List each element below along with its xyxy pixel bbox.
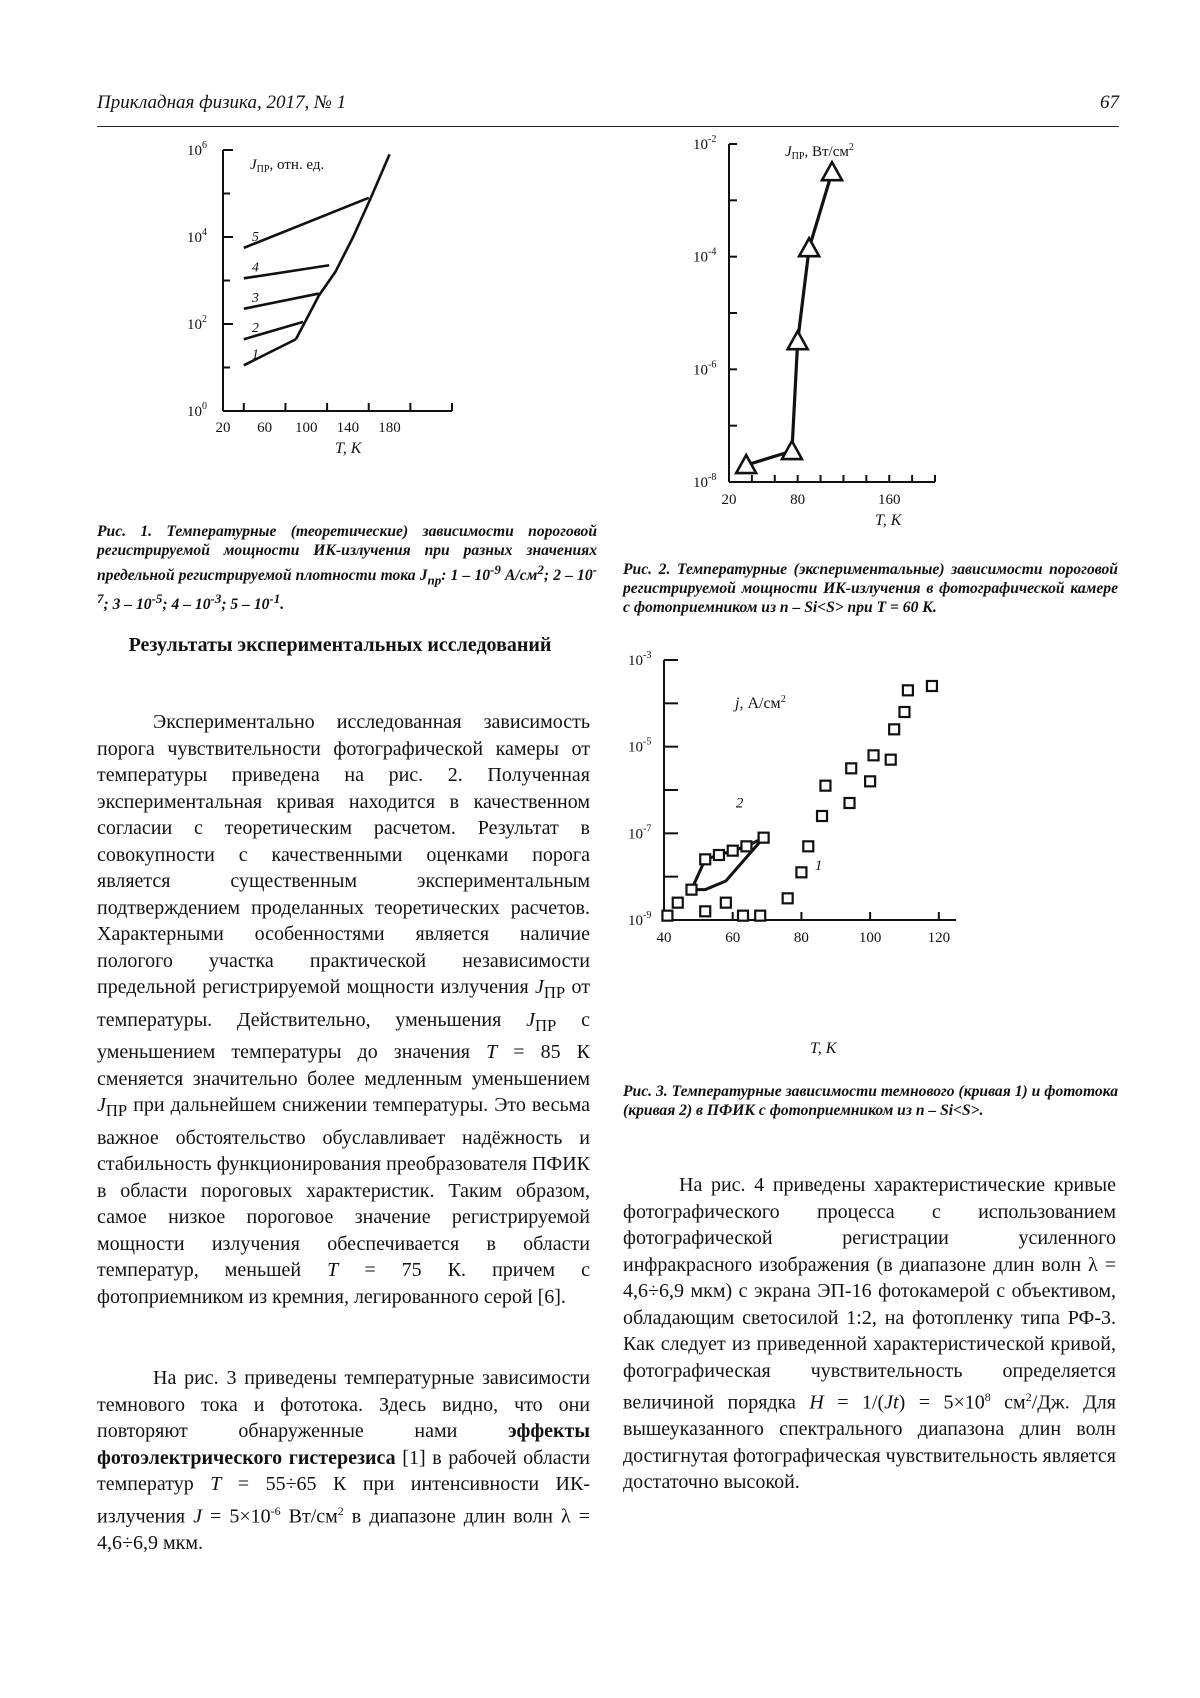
fig3-dark-current-point xyxy=(755,911,765,921)
fig3-dark-current-point xyxy=(817,811,827,821)
fig3-dark-current-point xyxy=(803,841,813,851)
fig3-xlabel: T, К xyxy=(810,1040,837,1057)
fig3-dark-current-point xyxy=(869,750,879,760)
paragraph-3: На рис. 4 приведены характеристические кривые фотографического процесса с использованием фотографической регистрации усиленного инфракрасного изображения (в диапазоне длин волн λ = 4,6÷6,9 мкм) с экрана ЭП-16 фотокамерой с объективом, обладающим светосилой 1:2, на фотопленку типа РФ-3. Как следует из приведенной характеристической кривой, фотографическая чувствительность определяется величиной порядка $H = 1/(Jt) = 5\times 10^8$ $см^2/Дж$. Для вышеуказанного спектрального диапазона длин волн достигнутая фотографическая чувствительность является достаточно высокой. xyxy=(623,1174,1116,1494)
fig2-x-tick-label: 160 xyxy=(877,492,901,508)
fig3-dark-current-point xyxy=(700,906,710,916)
fig3-curve-label-2: 2 xyxy=(735,795,744,812)
figure-2-caption: Рис. 2. Температурные (экспериментальные) зависимости пороговой регистрируемой мощности ИК-излучения в фотографической камере с фотоприемником из n – Si<S> при T = 60 К. xyxy=(623,561,1118,616)
section-heading: Результаты экспериментальных исследований xyxy=(128,634,552,656)
fig3-curve-label-1: 1 xyxy=(814,858,823,875)
fig1-y-tick-label: $10^2$ xyxy=(187,314,207,333)
figure-2-chart xyxy=(693,130,1035,540)
fig1-y-tick-label: $10^0$ xyxy=(187,401,207,420)
fig3-photocurrent-point xyxy=(700,854,710,864)
paragraph-2: На рис. 3 приведены температурные зависимости темнового тока и фототока. Здесь видно, что они повторяют обнаруженные нами эффекты фотоэлектрического гистерезиса [1] в рабочей области температур T = 55÷65 К при интенсивности ИК-излучения $J = 5\times 10^{-6}$ $Вт/см^2$ в диапазоне длин волн λ = 4,6÷6,9 мкм. xyxy=(97,1367,591,1554)
fig3-dark-current-point xyxy=(903,685,913,695)
fig1-x-tick-label: 60 xyxy=(257,420,273,436)
fig3-dark-current-point xyxy=(865,776,875,786)
fig2-xlabel: T, К xyxy=(875,512,902,529)
fig2-triangle-marker xyxy=(799,238,819,256)
fig2-y-tick-label: $10^{-6}$ xyxy=(693,359,717,379)
fig3-y-tick-label: $10^{-5}$ xyxy=(628,736,652,756)
fig3-photocurrent-point xyxy=(759,833,769,843)
figure-1-caption: Рис. 1. Температурные (теоретические) зависимости пороговой регистрируемой мощности ИК-излучения при разных значениях предельной регистрируемой плотности тока $J_{пр}$: $1 - 10^{-9}$ $А/см^2$; $2 - 10^{-7}$; $3 - 10^{-5}$; $4 - 10^{-3}$; $5 - 10^{-1}$. xyxy=(97,523,597,614)
fig2-x-tick-label: 20 xyxy=(721,492,737,508)
figure-3-chart xyxy=(628,650,1055,1060)
fig2-curve xyxy=(746,172,832,465)
fig1-curve-label-4: 4 xyxy=(251,260,259,276)
fig3-y-tick-label: $10^{-3}$ xyxy=(628,650,652,669)
fig1-curve-label-3: 3 xyxy=(251,290,259,306)
fig1-curve-label-2: 2 xyxy=(251,321,259,337)
running-header xyxy=(97,92,1119,127)
fig3-dark-current-point xyxy=(927,681,937,691)
fig1-xlabel: T, К xyxy=(335,440,362,457)
fig3-dark-current-point xyxy=(845,798,855,808)
fig3-x-tick-label: 100 xyxy=(858,930,882,946)
fig3-dark-current-point xyxy=(721,898,731,908)
fig2-ylabel: $J_{ПР}$, $Вт/см^2$ xyxy=(785,142,854,162)
fig1-x-tick-label: 140 xyxy=(336,420,360,436)
page-number: 67 xyxy=(1100,92,1119,113)
fig3-dark-current-point xyxy=(899,707,909,717)
fig3-dark-current-point xyxy=(662,911,672,921)
fig3-x-tick-label: 120 xyxy=(927,930,951,946)
fig3-photocurrent-point xyxy=(714,850,724,860)
fig2-triangle-marker xyxy=(822,162,842,180)
fig3-dark-current-point xyxy=(820,781,830,791)
fig3-photocurrent-point xyxy=(686,885,696,895)
fig1-x-tick-label: 100 xyxy=(295,420,318,436)
fig3-dark-current-point xyxy=(846,763,856,773)
fig3-dark-current-point xyxy=(738,911,748,921)
fig3-dark-current-point xyxy=(673,898,683,908)
fig2-x-tick-label: 80 xyxy=(790,492,806,508)
fig3-dark-current-point xyxy=(889,724,899,734)
fig3-y-tick-label: $10^{-7}$ xyxy=(628,823,652,843)
fig1-curve-label-1: 1 xyxy=(251,347,259,363)
fig2-y-tick-label: $10^{-4}$ xyxy=(693,246,717,266)
fig3-x-tick-label: 60 xyxy=(725,930,741,946)
fig2-y-tick-label: $10^{-2}$ xyxy=(693,134,717,153)
paragraph-1: Экспериментально исследованная зависимость порога чувствительности фотографической камеры от температуры приведена на рис. 2. Полученная экспериментальная кривая находится в качественном согласии с теоретическим расчетом. Результат в совокупности с качественными оценками порога является существенным экспериментальным подтверждением проделанных теоретических расчетов. Характерными особенностями является наличие пологого участка практической независимости предельной регистрируемой мощности излучения $J_{ПР}$ от температуры. Действительно, уменьшения $J_{ПР}$ с уменьшением температуры до значения T = 85 К сменяется значительно более медленным уменьшением $J_{ПР}$ при дальнейшем снижении температуры. Это весьма важное обстоятельство обуславливает надёжность и стабильность функционирования преобразователя ПФИК в области пороговых характеристик. Таким образом, самое низкое пороговое значение регистрируемой мощности излучения обеспечивается в области температур, меньшей T = 75 К. причем с фотоприемником из кремния, легированного серой [6]. xyxy=(97,711,591,1308)
fig3-dark-current-point xyxy=(783,893,793,903)
figure-1-chart xyxy=(185,140,520,495)
fig3-x-tick-label: 80 xyxy=(793,930,809,946)
fig3-ylabel: j, $А/см^2$ xyxy=(735,694,786,712)
fig3-photocurrent-point xyxy=(728,846,738,856)
fig3-x-tick-label: 40 xyxy=(656,930,672,946)
fig2-triangle-marker xyxy=(788,331,808,349)
fig1-x-tick-label: 20 xyxy=(215,420,231,436)
fig1-curve-label-5: 5 xyxy=(251,229,259,245)
fig3-y-tick-label: $10^{-9}$ xyxy=(628,910,652,929)
fig2-y-tick-label: $10^{-8}$ xyxy=(693,472,717,491)
fig1-y-tick-label: $10^4$ xyxy=(187,227,207,246)
fig1-envelope-curve xyxy=(296,154,390,339)
journal-title: Прикладная физика, 2017, № 1 xyxy=(97,92,347,113)
fig1-ylabel: $J_{ПР}$, отн. ед. xyxy=(250,157,325,175)
fig3-dark-current-point xyxy=(796,867,806,877)
figure-3-caption: Рис. 3. Температурные зависимости темнового (кривая 1) и фототока (кривая 2) в ПФИК с фотоприемником из n – Si<S>. xyxy=(623,1083,1118,1119)
fig1-y-tick-label: $10^6$ xyxy=(187,140,207,159)
fig2-triangle-marker xyxy=(782,441,802,459)
fig3-dark-current-point xyxy=(886,755,896,765)
fig3-photocurrent-point xyxy=(741,841,751,851)
fig1-x-tick-label: 180 xyxy=(378,420,401,436)
